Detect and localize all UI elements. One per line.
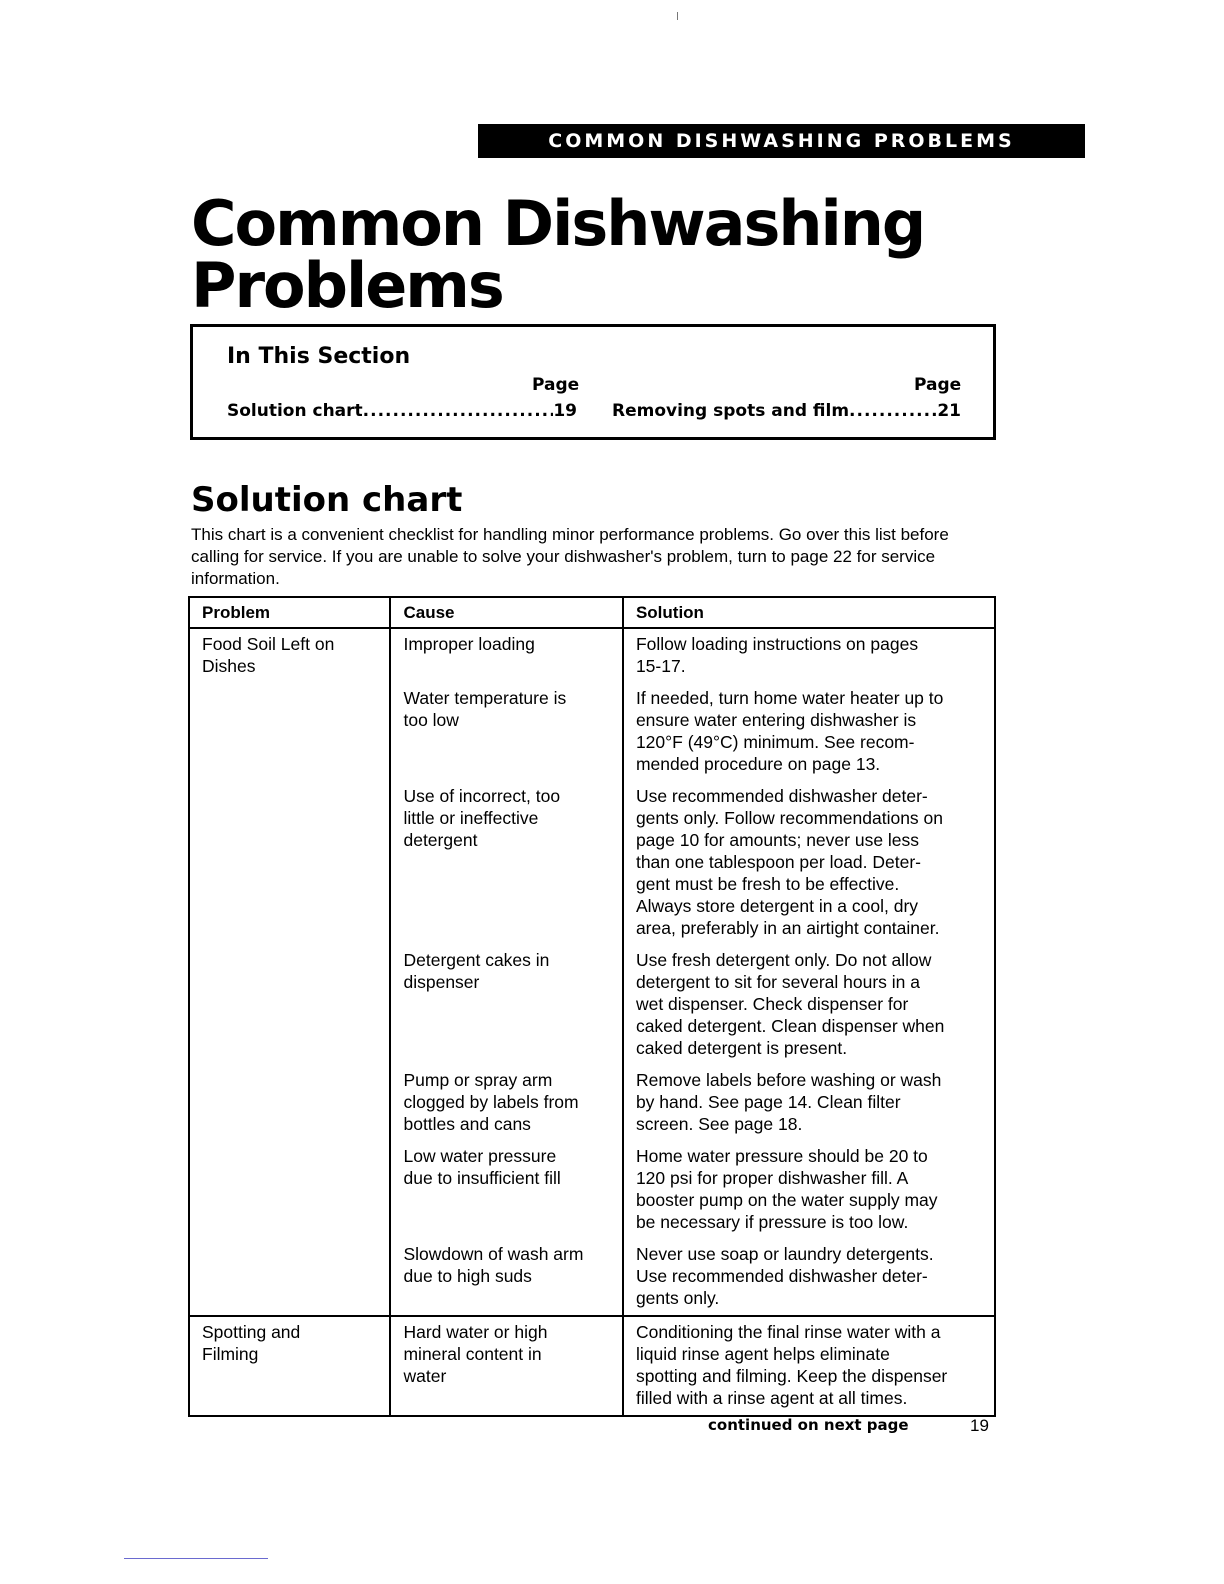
- solution-cell: Home water pressure should be 20 to 120 psi for proper dishwasher fill. A booster pump on the water supply may be necessary if pressure is too low.: [623, 1141, 995, 1239]
- cause-cell: Improper loading: [390, 628, 622, 683]
- in-this-section-box: [190, 324, 996, 440]
- table-row: [189, 1316, 995, 1416]
- page-title: [191, 187, 925, 322]
- cause-cell: Hard water or high mineral content in water: [390, 1316, 622, 1416]
- solution-table: [188, 596, 996, 1417]
- column-header-solution: Solution: [623, 597, 995, 628]
- toc-entry-page: 19: [553, 401, 577, 421]
- column-header-cause: Cause: [390, 597, 622, 628]
- page-number: 19: [970, 1416, 989, 1435]
- cause-cell: Low water pressure due to insufficient fill: [390, 1141, 622, 1239]
- toc-dot-leader: [849, 401, 937, 421]
- cause-cell: Pump or spray arm clogged by labels from bottles and cans: [390, 1065, 622, 1141]
- table-header-row: [189, 597, 995, 628]
- solution-chart-intro: This chart is a convenient checklist for handling minor performance problems. Go over this list before calling for service. If you are unable to solve your dishwasher's problem, turn to page 22 for service information.: [191, 525, 949, 588]
- toc-entry-solution-chart[interactable]: [227, 401, 577, 421]
- page-title-line-2: Problems: [191, 249, 503, 322]
- cause-cell: Detergent cakes in dispenser: [390, 945, 622, 1065]
- column-header-problem: Problem: [189, 597, 390, 628]
- scan-mark: [677, 12, 678, 20]
- solution-cell: Remove labels before washing or wash by hand. See page 14. Clean filter screen. See page 18.: [623, 1065, 995, 1141]
- table-row: [189, 628, 995, 683]
- solution-cell: Use recommended dishwasher deter- gents only. Follow recommendations on page 10 for amounts; never use less than one tablespoon per load. Deter- gent must be fresh to be effective. Always store detergent in a cool, dry area, preferably in an airtight container.: [623, 781, 995, 945]
- page-title-line-1: Common Dishwashing: [191, 187, 925, 260]
- table-body: [189, 628, 995, 1416]
- solution-cell: If needed, turn home water heater up to ensure water entering dishwasher is 120°F (49°C) minimum. See recom- mended procedure on page 13.: [623, 683, 995, 781]
- solution-chart-heading: Solution chart: [191, 480, 463, 520]
- cause-cell: Slowdown of wash arm due to high suds: [390, 1239, 622, 1316]
- toc-entry-removing-spots[interactable]: [612, 401, 961, 421]
- problem-cell: Spotting and Filming: [189, 1316, 390, 1416]
- in-this-section-heading: In This Section: [227, 344, 411, 369]
- footer-rule: [124, 1558, 268, 1559]
- solution-cell: Use fresh detergent only. Do not allow detergent to sit for several hours in a wet dispenser. Check dispenser for caked detergent. Clean dispenser when caked detergent is present.: [623, 945, 995, 1065]
- toc-entry-label: Solution chart: [227, 401, 363, 421]
- page-column-label-left: Page: [532, 375, 580, 395]
- toc-entry-page: 21: [937, 401, 961, 421]
- toc-entry-label: Removing spots and film: [612, 401, 850, 421]
- section-banner: COMMON DISHWASHING PROBLEMS: [478, 124, 1085, 158]
- solution-cell: Never use soap or laundry detergents. Use recommended dishwasher deter- gents only.: [623, 1239, 995, 1316]
- cause-cell: Water temperature is too low: [390, 683, 622, 781]
- continued-note: continued on next page: [708, 1416, 909, 1434]
- solution-cell: Follow loading instructions on pages 15-17.: [623, 628, 995, 683]
- solution-cell: Conditioning the final rinse water with a liquid rinse agent helps eliminate spotting and filming. Keep the dispenser filled with a rinse agent at all times.: [623, 1316, 995, 1416]
- page-column-label-right: Page: [914, 375, 962, 395]
- toc-dot-leader: [363, 401, 554, 421]
- cause-cell: Use of incorrect, too little or ineffective detergent: [390, 781, 622, 945]
- problem-cell: Food Soil Left on Dishes: [189, 628, 390, 1316]
